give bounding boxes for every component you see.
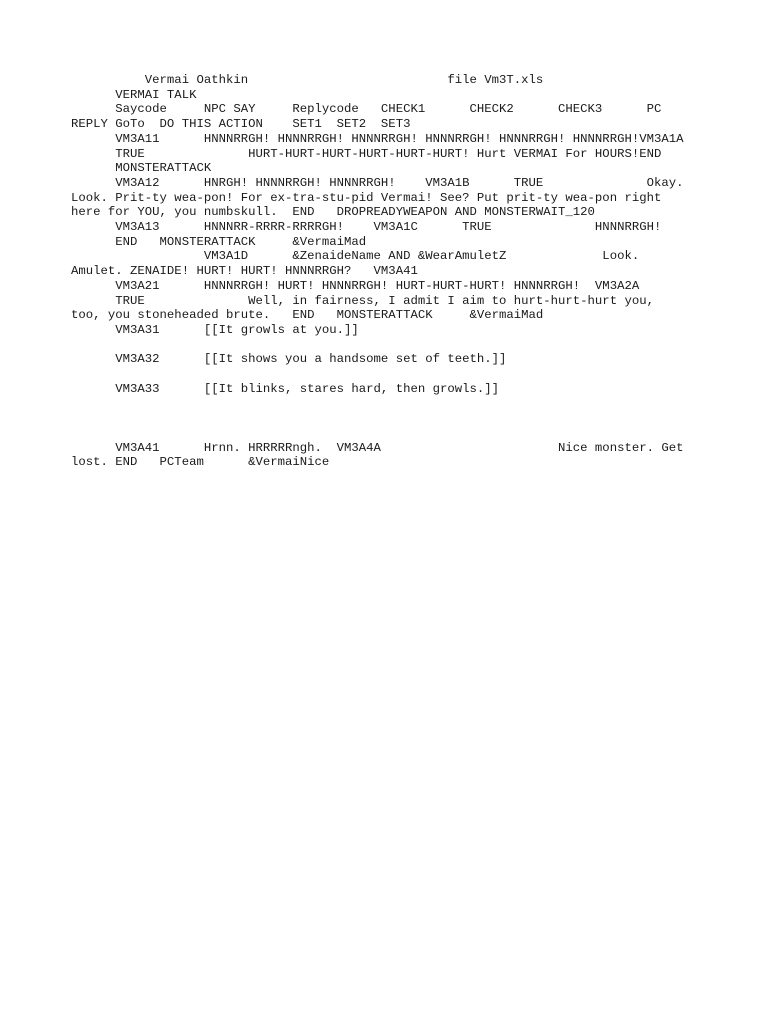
- text-line: VM3A11 HNNNRRGH! HNNNRRGH! HNNNRRGH! HNNNRRGH! HNNNRRGH! HNNNRRGH!VM3A1A: [71, 131, 684, 146]
- text-line: REPLY GoTo DO THIS ACTION SET1 SET2 SET3: [71, 117, 411, 132]
- text-line: TRUE HURT-HURT-HURT-HURT-HURT-HURT! Hurt VERMAI For HOURS!END: [71, 146, 662, 161]
- text-line: VM3A21 HNNNRRGH! HURT! HNNNRRGH! HURT-HURT-HURT! HNNNRRGH! VM3A2A: [71, 278, 640, 293]
- text-line: Vermai Oathkin file Vm3T.xls: [71, 73, 544, 87]
- text-line: END MONSTERATTACK &VermaiMad: [71, 234, 367, 249]
- text-line: VERMAI TALK: [71, 87, 197, 102]
- text-line: TRUE Well, in fairness, I admit I aim to hurt-hurt-hurt you,: [71, 293, 654, 308]
- text-line: Amulet. ZENAIDE! HURT! HURT! HNNNRRGH? VM3A41: [71, 264, 418, 279]
- text-line: here for YOU, you numbskull. END DROPREADYWEAPON AND MONSTERWAIT_120: [71, 205, 595, 220]
- text-line: VM3A1D &ZenaideName AND &WearAmuletZ Look.: [71, 249, 640, 264]
- text-line: VM3A33 [[It blinks, stares hard, then growls.]]: [71, 381, 500, 396]
- text-line: lost. END PCTeam &VermaiNice: [71, 455, 330, 470]
- text-line: too, you stoneheaded brute. END MONSTERATTACK &VermaiMad: [71, 308, 544, 323]
- text-line: Saycode NPC SAY Replycode CHECK1 CHECK2 CHECK3 PC: [71, 102, 662, 117]
- text-line: VM3A12 HNRGH! HNNNRRGH! HNNNRRGH! VM3A1B TRUE Okay.: [71, 175, 684, 190]
- text-line: MONSTERATTACK: [71, 161, 212, 176]
- text-line: VM3A31 [[It growls at you.]]: [71, 322, 359, 337]
- text-line: VM3A41 Hrnn. HRRRRRngh. VM3A4A Nice monster. Get: [71, 440, 684, 455]
- text-line: VM3A32 [[It shows you a handsome set of teeth.]]: [71, 352, 507, 367]
- text-line: VM3A13 HNNNRR-RRRR-RRRRGH! VM3A1C TRUE HNNNRRGH!: [71, 220, 662, 235]
- text-line: Look. Prit-ty wea-pon! For ex-tra-stu-pid Vermai! See? Put prit-ty wea-pon right: [71, 190, 662, 205]
- document-body: [71, 73, 711, 470]
